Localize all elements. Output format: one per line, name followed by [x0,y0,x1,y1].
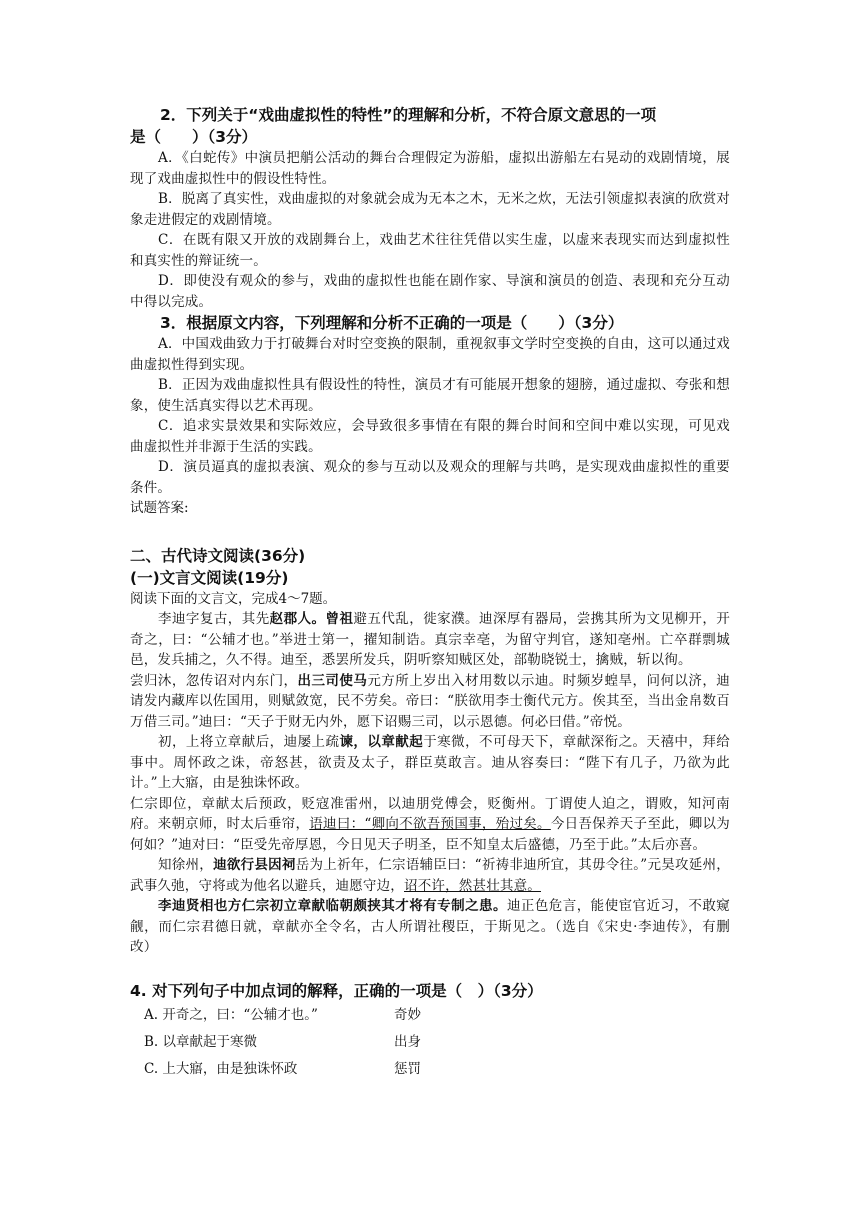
question-4-option-b [130,1029,730,1056]
option-meaning: 惩罚 [394,1060,421,1077]
passage-paragraph-4: 仁宗即位，章献太后预政，贬寇准雷州，以迪朋党傅会，贬衡州。丁谓使人迫之，谓败，知河南府。来朝京师，时太后垂帘，语迪曰：“卿向不欲吾预国事，殆过矣。今日吾保养天子至此，卿以为何如？”迪对曰：“臣受先帝厚恩，今日见天子明圣，臣不知皇太后盛德，乃至于此。”太后亦喜。 [130,795,730,853]
question-4-option-c [130,1056,730,1083]
section-heading: 二、古代诗文阅读(36分) [130,546,306,565]
question-3-option-b: B．正因为戏曲虚拟性具有假设性的特性，演员才有可能展开想象的翅膀，通过虚拟、夸张和想象，使生活真实得以艺术再现。 [130,377,730,414]
question-2-option-d: D．即使没有观众的参与，戏曲的虚拟性也能在剧作家、导演和演员的创造、表现和充分互动中得以完成。 [130,273,730,310]
question-3-option-c: C．追求实景效果和实际效应，会导致很多事情在有限的舞台时间和空间中难以实现，可见戏曲虚拟性并非源于生活的实践。 [130,418,730,455]
option-meaning: 奇妙 [394,1006,421,1023]
question-3-option-d: D．演员逼真的虚拟表演、观众的参与互动以及观众的理解与共鸣，是实现戏曲虚拟性的重要条件。 [130,459,730,496]
question-2-option-c: C．在既有限又开放的戏剧舞台上，戏曲艺术往往凭借以实生虚，以虚来表现实而达到虚拟性和真实性的辩证统一。 [130,232,730,269]
passage-paragraph-6: 李迪贤相也方仁宗初立章献临朝颇挟其才将有专制之患。迪正色危言，能使宦官近习，不敢窥觎，而仁宗君德日就，章献亦全令名，古人所谓社稷臣，于斯见之。（选自《宋史·李迪传》，有删改） [130,898,730,955]
document-page [130,104,730,1083]
answer-label: 试题答案: [130,500,189,516]
passage-paragraph-2: 尝归沐，忽传诏对内东门，出三司使马元方所上岁出入材用数以示迪。时频岁蝗旱，问何以济，迪请发内藏库以佐国用，则赋敛宽，民不劳矣。帝曰：“朕欲用李士衡代元方。俟其至，当出金帛数百万借三司。”迪曰：“天子于财无内外，愿下诏赐三司，以示恩德。何必曰借。”帝悦。 [130,672,730,730]
passage-paragraph-1: 李迪字复古，其先赵郡人。曾祖避五代乱，徙家濮。迪深厚有器局，尝携其所为文见柳开，开奇之，曰：“公辅才也。”举进士第一，擢知制诰。真宗幸亳，为留守判官，遂知亳州。亡卒群剽城邑，发兵捕之，久不得。迪至，悉罢所发兵，阴听察知贼区处，部勒晓锐士，擒贼，斩以徇。 [130,611,730,668]
reading-instruction: 阅读下面的文言文，完成4～7题。 [130,590,337,607]
question-4-stem: 4. 对下列句子中加点词的解释，正确的一项是（ ）（3分） [130,981,543,1000]
subsection-heading: (一)文言文阅读(19分) [130,568,289,587]
question-4-option-a [130,1002,730,1029]
question-2-option-b: B．脱离了真实性，戏曲虚拟的对象就会成为无本之木，无米之炊，无法引领虚拟表演的欣赏对象走进假定的戏剧情境。 [130,191,730,228]
option-sentence: A. 开奇之，曰：“公辅才也。” [144,1006,318,1023]
option-meaning: 出身 [394,1033,421,1050]
question-2-line2: 是（ ）（3分） [130,128,258,146]
passage-paragraph-3: 初，上将立章献后，迪屡上疏谏，以章献起于寒微，不可母天下，章献深衔之。天禧中，拜给事中。周怀政之诛，帝怒甚，欲责及太子，群臣莫敢言。迪从容奏曰：“陛下有几子，乃欲为此计。”上大寤，由是独诛怀政。 [130,734,731,791]
question-3-stem: 3．根据原文内容，下列理解和分析不正确的一项是（ ）（3分） [160,314,624,332]
question-2-option-a: A．《白蛇传》中演员把艄公活动的舞台合理假定为游船，虚拟出游船左右晃动的戏剧情境，展现了戏曲虚拟性中的假设性特性。 [130,150,730,187]
option-sentence: C. 上大寤，由是独诛怀政 [144,1060,298,1077]
option-sentence: B. 以章献起于寒微 [144,1033,258,1050]
question-2-line1: 2．下列关于“戏曲虚拟性的特性”的理解和分析，不符合原文意思的一项 [160,106,657,124]
passage-paragraph-5: 知徐州，迪欲行县因祠岳为上祈年，仁宗语辅臣曰：“祈祷非迪所宜，其毋令往。”元昊攻延州，武事久弛，守将或为他名以避兵，迪愿守边，诏不许，然甚壮其意。 [130,857,730,894]
question-3-option-a: A．中国戏曲致力于打破舞台对时空变换的限制，重视叙事文学时空变换的自由，这可以通过戏曲虚拟性得到实现。 [130,336,730,373]
